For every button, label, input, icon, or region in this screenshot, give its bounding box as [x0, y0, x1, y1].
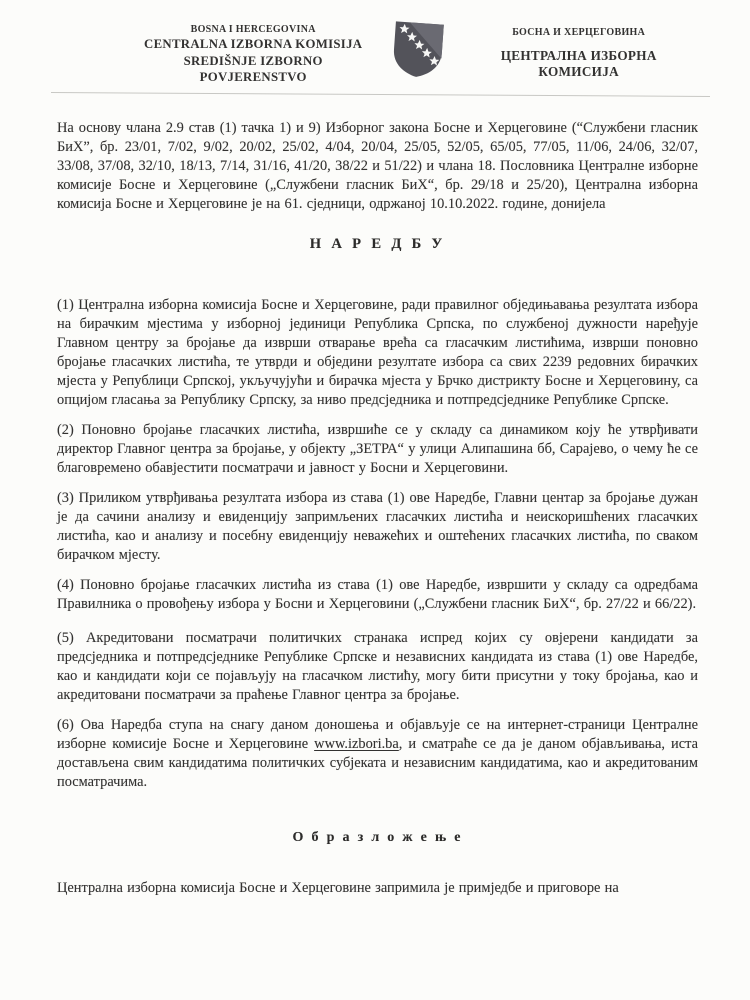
order-paragraph-4: (4) Поновно бројање гласачких листића из става (1) ове Наредбе, извршити у складу са одредбама Правилника о провођењу избора у Босни и Херцеговини („Службени гласник БиХ“, бр. 27/22 и 66/22).	[57, 576, 698, 612]
org-name-latin-commission: CENTRALNA IZBORNA KOMISIJA	[144, 37, 363, 51]
org-name-cyrillic-commission: ЦЕНТРАЛНА ИЗБОРНА КОМИСИЈА	[500, 48, 657, 79]
order-paragraph-1: (1) Централна изборна комисија Босне и Херцеговине, ради правилног обједињавања резултата избора на бирачким мјестима у изборној јединици Република Српска, по службеној дужности наређује Главном центру за бројање да изврши отварање врећа са гласачким листићима, изврши поновно бројање гласачких листића, те утврди и обједини резултате избора са свих 2239 редовних бирачких мјеста у Републици Српској, укључујући и бирачка мјеста у Брчко дистрикту Босне и Херцеговину, са опцијом гласања за Републику Српску, за ниво предсједника и потпредсједнике Републике Српске.	[57, 296, 698, 408]
org-header	[57, 20, 698, 86]
org-name-cyrillic-country: БОСНА И ХЕРЦЕГОВИНА	[512, 27, 646, 38]
header-divider	[51, 92, 710, 97]
order-paragraph-3: (3) Приликом утврђивања резултата избора из става (1) ове Наредбе, Главни центар за бројање дужан је да сачини анализу и евиденцију запримљених гласачких листића и неискоришћених гласачких листића, као и анализу и посебну евиденцију неважећих и оштећених гласачких листића, по сваком бирачком мјесту.	[57, 489, 698, 563]
rationale-paragraph: Централна изборна комисија Босне и Херцеговине запримила је примједбе и приговоре на	[57, 879, 619, 896]
order-title: Н А Р Е Д Б У	[309, 235, 446, 252]
order-paragraph-6	[57, 716, 698, 792]
order-paragraph-6-text-after: , и сматраће се да је даном објављивања, иста достављена свим кандидатима политичких субјеката и независним кандидатима, као и акредитованим посматрачима.	[57, 735, 698, 790]
document-body	[57, 119, 698, 898]
org-name-latin	[129, 23, 377, 86]
order-paragraph-6-text-before: (6) Ова Наредба ступа на снагу даном доношења и објављује се на интернет-страници Централне изборне комисије Босне и Херцеговине	[57, 716, 698, 752]
bih-coat-of-arms-icon	[392, 21, 444, 84]
org-name-latin-commission-hr: SREDIŠNJE IZBORNO POVJERENSTVO	[183, 53, 323, 85]
preamble-paragraph: На основу члана 2.9 став (1) тачка 1) и 9) Изборног закона Босне и Херцеговине (“Службени гласник БиХ”, бр. 23/01, 7/02, 9/02, 20/02, 25/02, 4/04, 20/04, 25/05, 52/05, 65/05, 77/05, 11/06, 24/06, 32/07, 33/08, 37/08, 32/10, 18/13, 7/14, 31/16, 41/20, 38/22 и 51/22) и члана 18. Пословника Централне изборне комисије Босне и Херцеговине („Службени гласник БиХ“, бр. 29/18 и 25/20), Централна изборна комисија Босне и Херцеговине је на 61. сједници, одржаној 10.10.2022. године, донијела	[57, 119, 698, 212]
org-name-cyrillic	[459, 27, 698, 80]
order-paragraph-2: (2) Поновно бројање гласачких листића, извршиће се у складу са динамиком коју ће утврђивати директор Главног центра за бројање, у објекту „ЗЕТРА“ у улици Алипашина бб, Сарајево, о чему ће се благовремено обавјестити посматрачи и јавност у Босни и Херцеговини.	[57, 421, 698, 476]
order-paragraph-5: (5) Акредитовани посматрачи политичких странака испред којих су овјерени кандидати за предсједника и потпредсједнике Републике Српске и независних кандидата из става (1) ове Наредбе, као и кандидати који се појављују на гласачком листићу, могу бити присутни у току бројања, као и акредитовани посматрачи за праћење Главног центра за бројање.	[57, 629, 698, 703]
izbori-ba-link[interactable]: www.izbori.ba	[314, 735, 399, 752]
org-name-latin-country: BOSNA I HERCEGOVINA	[190, 24, 316, 35]
rationale-title: О б р а з л о ж е њ е	[292, 829, 463, 845]
